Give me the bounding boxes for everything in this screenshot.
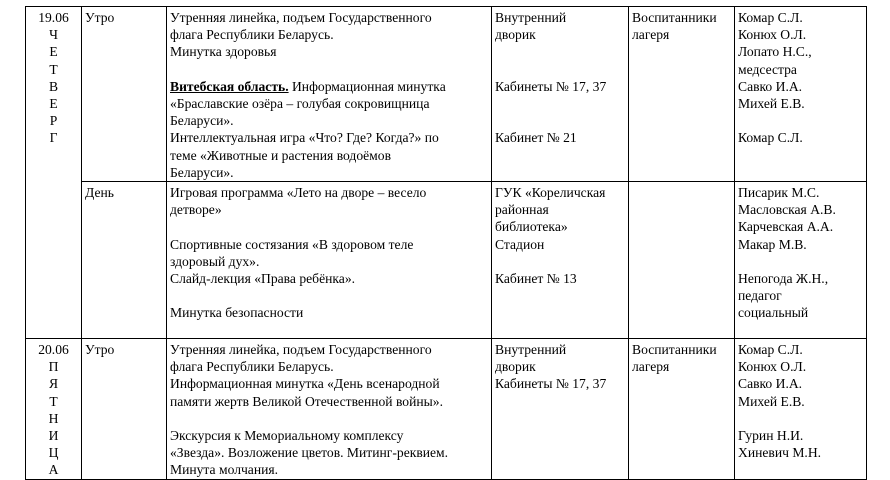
place-line: Кабинет № 13 [495, 271, 577, 287]
event-line: флага Республики Беларусь. [170, 359, 334, 375]
blank-line [170, 410, 488, 427]
participants-line: лагеря [632, 359, 670, 375]
place-cell [492, 182, 629, 339]
place-line: Кабинет № 21 [495, 130, 577, 146]
weekday-letter: Ч [49, 27, 58, 43]
event-line-region [170, 78, 488, 95]
weekday-letter: Т [49, 61, 58, 77]
event-line: Информационная минутка «День всенародной [170, 376, 440, 392]
blank-line [170, 218, 488, 235]
event-line: «Браславские озёра – голубая сокровищница [170, 96, 430, 111]
responsible-line: Писарик М.С. [738, 185, 820, 201]
responsible-line: Конюх О.Л. [738, 27, 807, 43]
table-row [26, 182, 867, 339]
blank-line [738, 112, 863, 129]
event-line: Спортивные состязания «В здоровом теле [170, 236, 414, 252]
event-line: здоровый дух». [170, 253, 260, 269]
place-cell [492, 7, 629, 182]
period-label: Утро [85, 10, 115, 25]
responsible-cell [735, 7, 867, 182]
weekday-letter: Е [49, 96, 58, 112]
responsible-line: Михей Е.В. [738, 96, 805, 112]
event-line: флага Республики Беларусь. [170, 27, 334, 43]
responsible-line: Комар С.Л. [738, 10, 803, 25]
event-line: Экскурсия к Мемориальному комплексу [170, 428, 404, 444]
event-line: Минута молчания. [170, 462, 279, 478]
weekday-letter: Е [49, 44, 58, 60]
event-line: Беларуси». [170, 113, 234, 129]
blank-line [170, 287, 488, 304]
responsible-cell [735, 339, 867, 480]
event-line: Игровая программа «Лето на дворе – весело [170, 185, 427, 201]
events-cell [167, 339, 492, 480]
event-line: памяти жертв Великой Отечественной войны». [170, 393, 443, 409]
place-line: Внутренний [495, 342, 567, 358]
weekday-letter: П [48, 359, 59, 375]
period-cell [82, 182, 167, 339]
weekday-letter: Н [48, 410, 59, 426]
schedule-table [25, 6, 867, 480]
responsible-line: Карчевская А.А. [738, 219, 834, 235]
event-line: Утренняя линейка, подъем Государственного [170, 10, 432, 25]
event-line: Утренняя линейка, подъем Государственного [170, 342, 432, 358]
weekday-letter: В [48, 78, 59, 94]
responsible-line: медсестра [738, 61, 797, 77]
responsible-line: Савко И.А. [738, 78, 803, 94]
events-cell [167, 7, 492, 182]
responsible-line: Михей Е.В. [738, 393, 805, 409]
responsible-line: педагог [738, 288, 782, 304]
event-line: Минутка здоровья [170, 44, 277, 60]
responsible-cell [735, 182, 867, 339]
region-rest: Информационная минутка [288, 78, 446, 94]
weekday-letter: Я [48, 376, 59, 392]
table-row [26, 7, 867, 182]
event-line: «Звезда». Возложение цветов. Митинг-реквием. [170, 445, 449, 461]
place-line: дворик [495, 359, 536, 375]
place-line: библиотека» [495, 219, 568, 235]
events-cell [167, 182, 492, 339]
weekday-letter: И [48, 428, 59, 444]
responsible-line: Хиневич М.Н. [738, 445, 822, 461]
day-cell [26, 7, 82, 339]
responsible-line: Комар С.Л. [738, 130, 803, 146]
participants-cell [629, 182, 735, 339]
responsible-line: Конюх О.Л. [738, 359, 807, 375]
period-label: Утро [85, 342, 115, 358]
place-line: Кабинеты № 17, 37 [495, 78, 607, 94]
event-line: Минутка безопасности [170, 305, 304, 321]
weekday-letter: Р [49, 113, 58, 129]
participants-line: Воспитанники [632, 10, 717, 25]
period-label: День [85, 185, 114, 201]
participants-cell [629, 339, 735, 480]
responsible-line: Гурин Н.И. [738, 428, 804, 444]
responsible-line: Лопато Н.С., [738, 44, 812, 60]
place-line: районная [495, 202, 549, 218]
weekday-letter: Т [49, 393, 58, 409]
place-cell [492, 339, 629, 480]
event-line: Интеллектуальная игра «Что? Где? Когда?» по [170, 130, 439, 146]
table-row [26, 339, 867, 480]
weekday-letter: Г [49, 130, 58, 146]
responsible-line: Макар М.В. [738, 236, 807, 252]
event-line: детворе» [170, 202, 222, 218]
event-line: Беларуси». [170, 164, 234, 180]
participants-line: лагеря [632, 27, 670, 43]
blank-line [738, 410, 863, 427]
region-title: Витебская область. [170, 78, 289, 94]
blank-line [495, 112, 625, 129]
event-line: теме «Животные и растения водоёмов [170, 147, 391, 163]
responsible-line: Комар С.Л. [738, 342, 803, 358]
responsible-line: Непогода Ж.Н., [738, 271, 829, 287]
blank-line [495, 61, 625, 78]
place-line: Стадион [495, 236, 545, 252]
event-line: Слайд-лекция «Права ребёнка». [170, 271, 356, 287]
day-date: 20.06 [38, 342, 69, 358]
period-cell [82, 339, 167, 480]
period-cell [82, 7, 167, 182]
place-line: дворик [495, 27, 536, 43]
day-cell [26, 339, 82, 480]
place-line: Кабинеты № 17, 37 [495, 376, 607, 392]
participants-cell [629, 7, 735, 182]
day-date: 19.06 [38, 10, 69, 25]
blank-line [495, 43, 625, 60]
blank-line [495, 253, 625, 270]
place-line: Внутренний [495, 10, 567, 25]
responsible-line: Савко И.А. [738, 376, 803, 392]
blank-line [495, 95, 625, 112]
blank-line [170, 61, 488, 78]
participants-line: Воспитанники [632, 342, 717, 358]
weekday-letter: А [48, 462, 59, 478]
blank-line [738, 253, 863, 270]
weekday-letter: Ц [48, 445, 59, 461]
place-line: ГУК «Кореличская [495, 185, 606, 201]
responsible-line: социальный [738, 305, 809, 321]
responsible-line: Масловская А.В. [738, 202, 836, 218]
